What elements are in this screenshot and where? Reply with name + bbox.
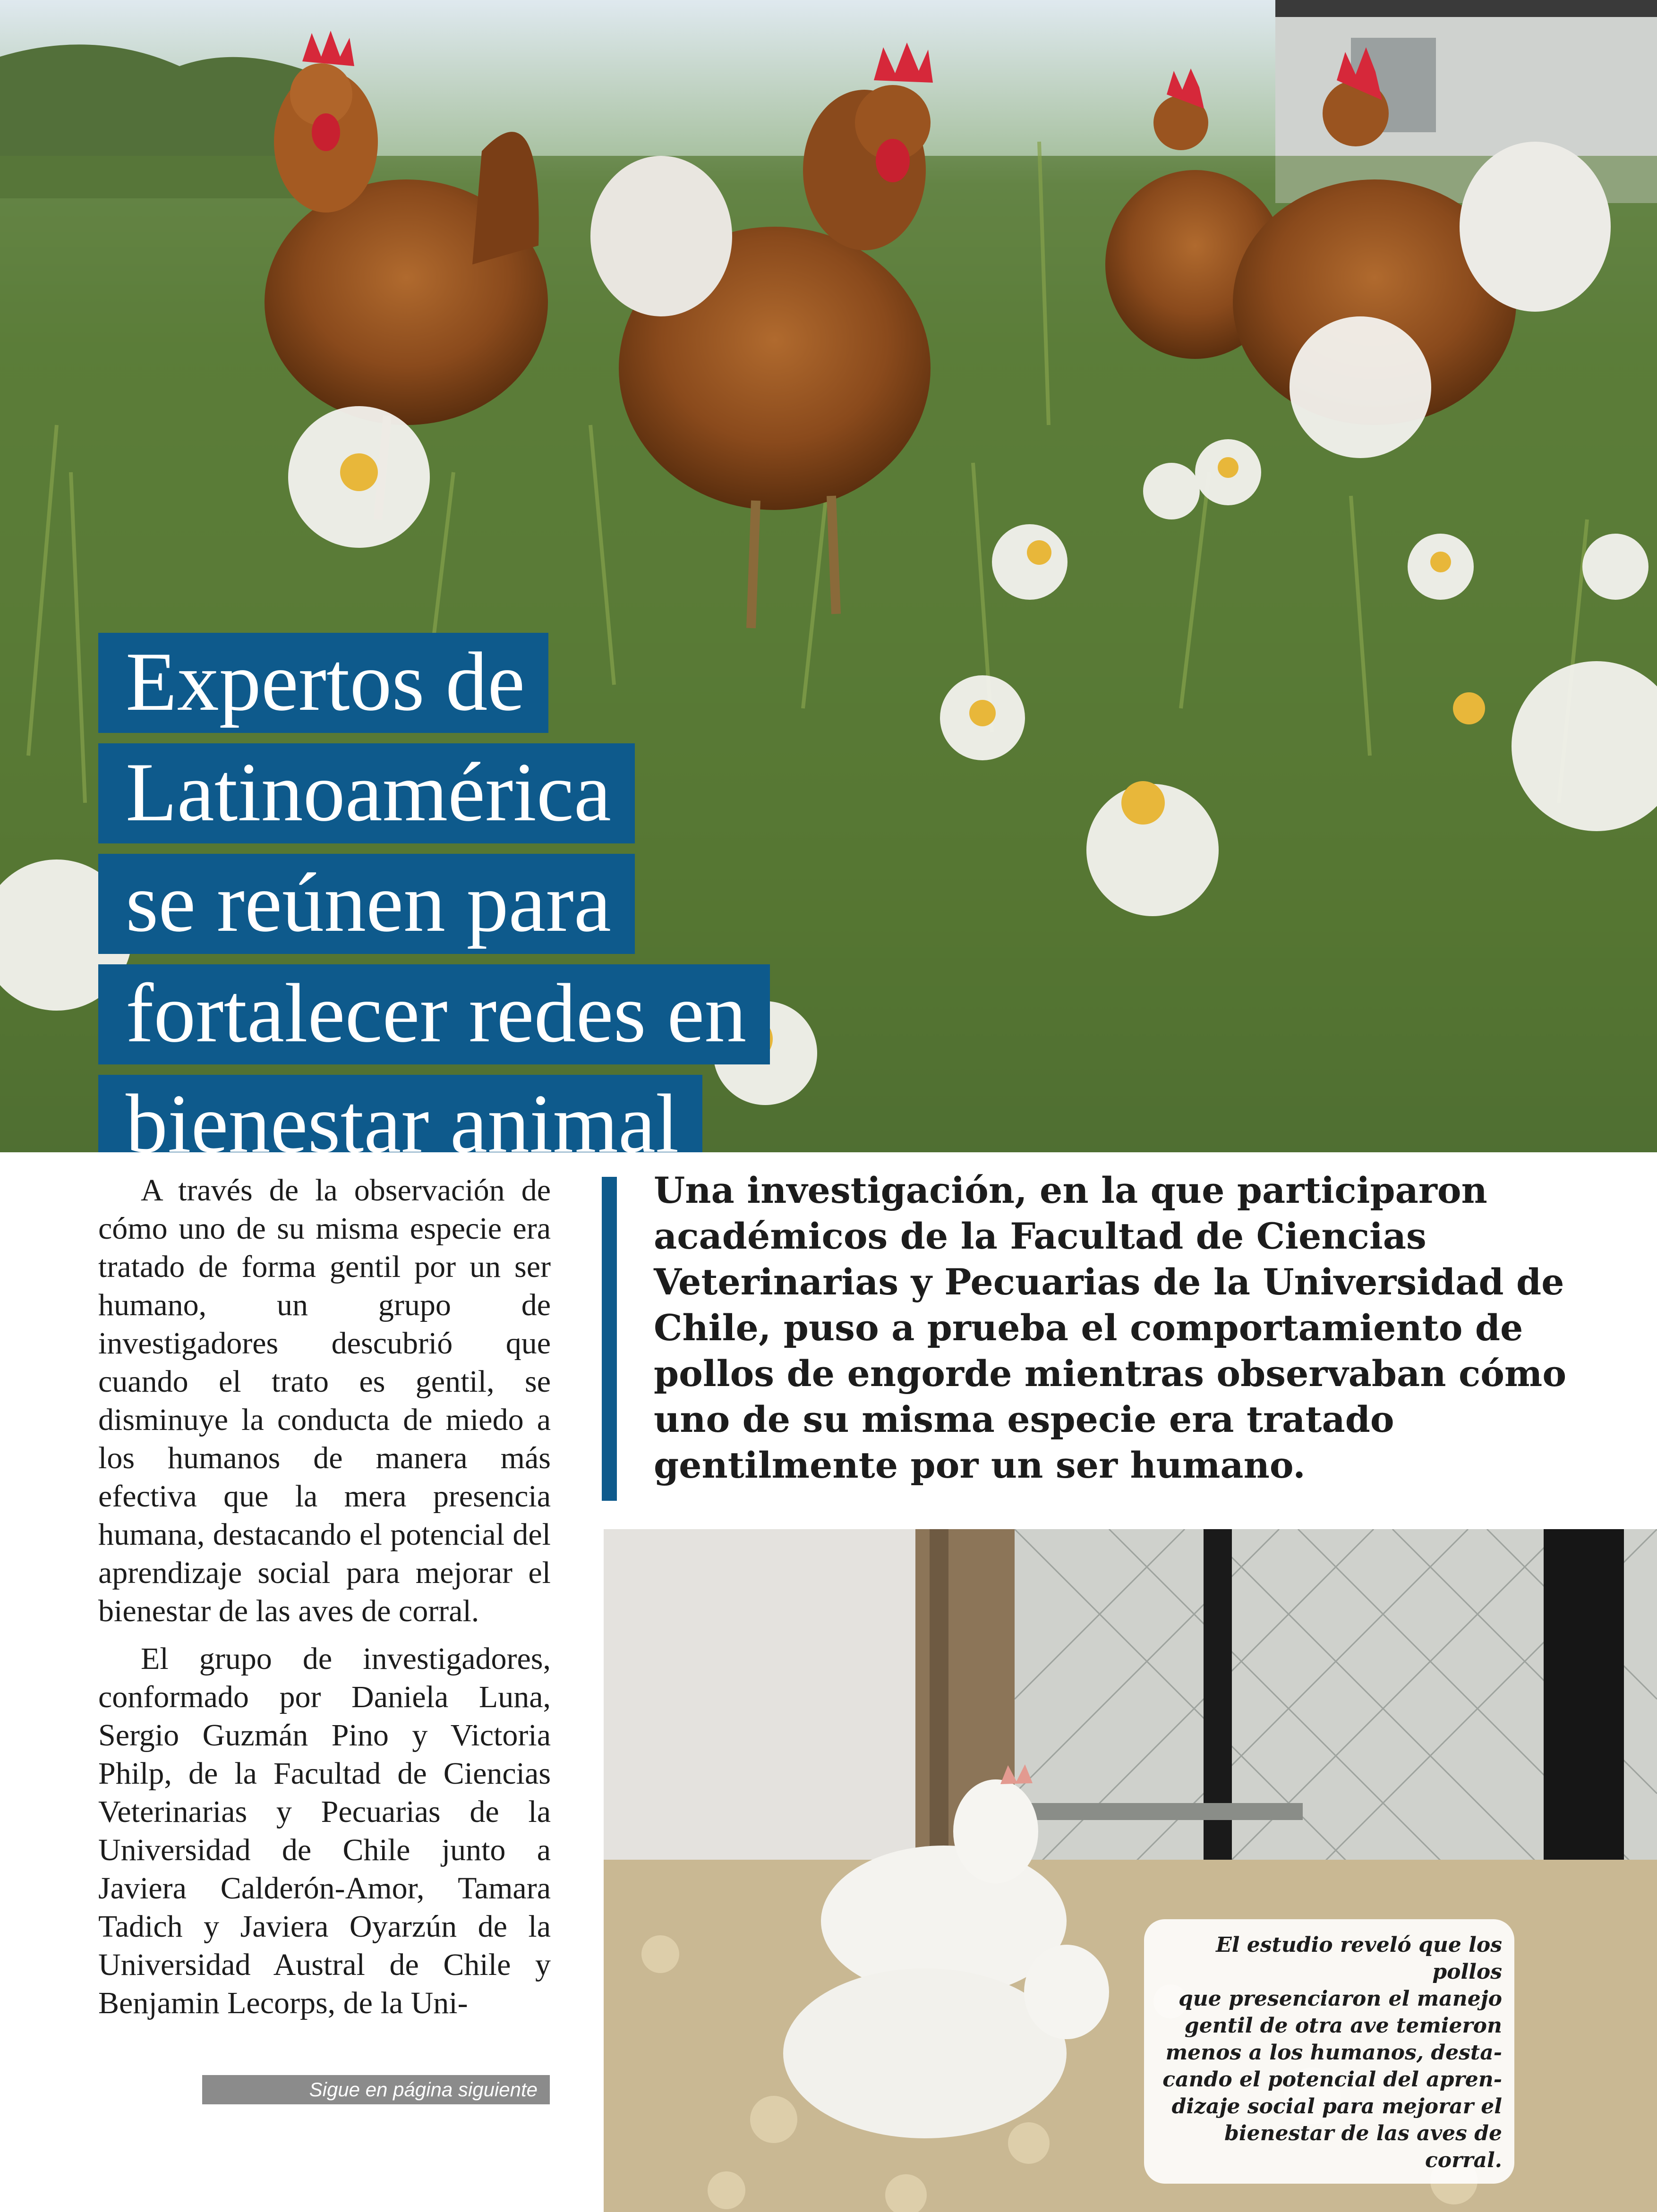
caption-line-6: dizaje social para mejorar el [1171, 2094, 1502, 2118]
headline-text-2: Latinoamérica [98, 743, 635, 843]
body-paragraph-2: El grupo de investigadores, conformado por Daniela Luna, Sergio Guzmán Pino y Victoria Philp, de la Facultad de Ciencias Veterinarias y Pecuarias de la Universidad de Chile junto a Javiera Calderón-Amor, Tamara Tadich y Javiera Oyarzún de la Universidad Austral de Chile y Benjamin Lecorps, de la Uni- [98, 1642, 551, 2020]
caption-line-7: bienestar de las aves de corral. [1224, 2121, 1502, 2172]
lead-paragraph: Una investigación, en la que participaron académicos de la Facultad de Ciencias Veterinarias y Pecuarias de la Universidad de Chile, puso a prueba el comportamiento de pollos de engorde mientras observaban cómo uno de su misma especie era tratado gentilmente por un ser humano. [654, 1169, 1567, 1486]
caption-line-3: gentil de otra ave temieron [1184, 2014, 1502, 2038]
caption-line-5: cando el potencial del apren- [1162, 2067, 1502, 2092]
headline-line-2 [98, 743, 807, 843]
caption-line-2: que presenciaron el manejo [1179, 1987, 1502, 2011]
continue-bar[interactable] [202, 2075, 550, 2104]
headline-text-4: fortalecer redes en [98, 964, 770, 1064]
caption-text [1153, 1931, 1502, 2174]
caption-box [1144, 1919, 1514, 2184]
body-column [98, 1171, 551, 2032]
headline-text-1: Expertos de [98, 633, 548, 733]
body-paragraph-1: A través de la observación de cómo uno de su misma especie era tratado de forma gentil por un ser humano, un grupo de investigadores descubrió que cuando el trato es gentil, se disminuye la conducta de miedo a los humanos de manera más efectiva que la mera presencia humana, destacando el potencial del aprendizaje social para mejorar el bienestar de las aves de corral. [98, 1173, 551, 1628]
caption-line-1: El estudio reveló que los pollos [1216, 1933, 1502, 1984]
continue-label: Sigue en página siguiente [309, 2078, 538, 2101]
headline-line-1 [98, 633, 807, 733]
headline-line-5 [98, 1075, 807, 1152]
headline-line-3 [98, 854, 807, 954]
lead-accent-rule [602, 1177, 617, 1501]
headline-line-4 [98, 964, 807, 1064]
headline [98, 633, 807, 1152]
broilers-photo [604, 1529, 1657, 2212]
headline-text-3: se reúnen para [98, 854, 635, 954]
caption-line-4: menos a los humanos, desta- [1165, 2041, 1502, 2065]
headline-text-5: bienestar animal [98, 1075, 702, 1152]
